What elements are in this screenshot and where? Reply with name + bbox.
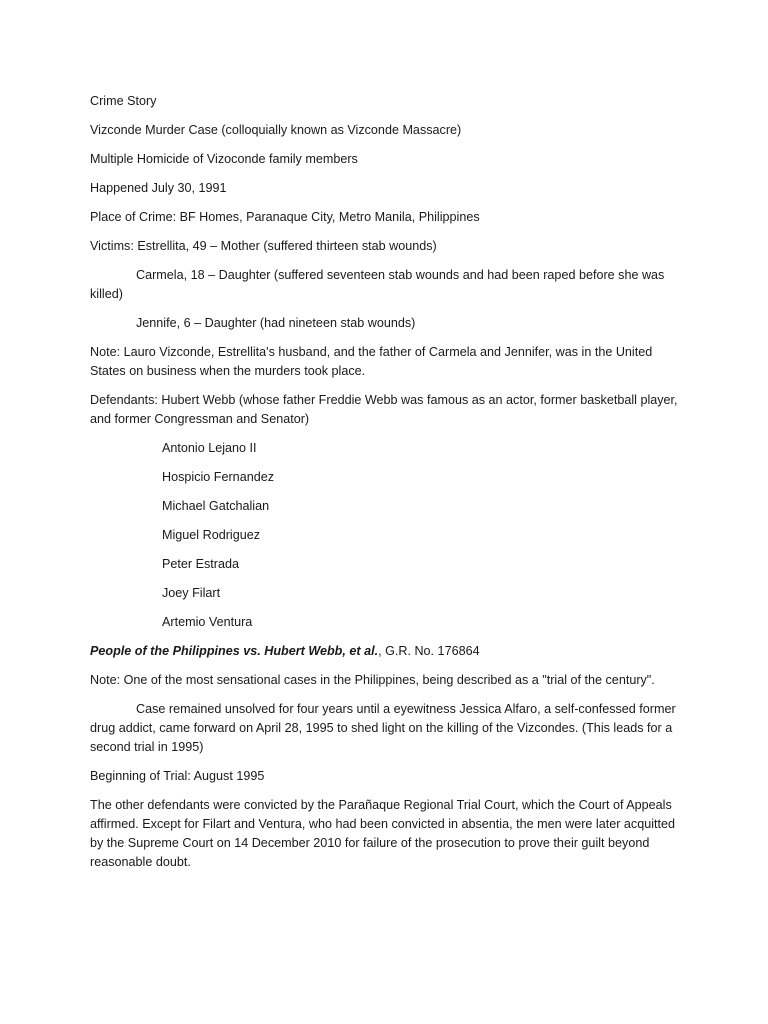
defendant-item: Miguel Rodriguez [162, 528, 261, 542]
victim-item: Jennife, 6 – Daughter (had nineteen stab wounds) [136, 316, 416, 330]
unsolved-paragraph: Case remained unsolved for four years until a eyewitness Jessica Alfaro, a self-confessed former drug addict, came forward on April 28, 1995 to shed light on the killing of the Vizcondes. (This leads for a second trial in 1995) [90, 702, 676, 754]
defendant-item: Peter Estrada [162, 557, 240, 571]
document-body [90, 92, 682, 882]
case-description: Multiple Homicide of Vizoconde family members [90, 152, 358, 166]
conclusion-paragraph: The other defendants were convicted by the Parañaque Regional Trial Court, which the Court of Appeals affirmed. Except for Filart and Ventura, who had been convicted in absentia, the men were later acquitted by the Supreme Court on 14 December 2010 for failure of the prosecution to prove their guilt beyond reasonable doubt. [90, 798, 676, 869]
case-name: Vizconde Murder Case (colloquially known as Vizconde Massacre) [90, 123, 462, 137]
date-line: Happened July 30, 1991 [90, 181, 227, 195]
defendant-item: Artemio Ventura [162, 615, 253, 629]
defendant-item: Michael Gatchalian [162, 499, 270, 513]
victim-item: Victims: Estrellita, 49 – Mother (suffered thirteen stab wounds) [90, 239, 437, 253]
trial-start: Beginning of Trial: August 1995 [90, 769, 265, 783]
defendant-item: Hospicio Fernandez [162, 470, 275, 484]
defendants-intro: Defendants: Hubert Webb (whose father Freddie Webb was famous as an actor, former basketball player, and former Congressman and Senator) [90, 393, 678, 426]
note-husband: Note: Lauro Vizconde, Estrellita's husband, and the father of Carmela and Jennifer, was in the United States on business when the murders took place. [90, 345, 653, 378]
case-number: , G.R. No. 176864 [378, 644, 480, 658]
document-heading: Crime Story [90, 94, 157, 108]
victim-item: Carmela, 18 – Daughter (suffered seventeen stab wounds and had been raped before she was killed) [90, 268, 665, 301]
defendant-item: Joey Filart [162, 586, 221, 600]
case-title: People of the Philippines vs. Hubert Webb, et al. [90, 644, 379, 658]
place-line: Place of Crime: BF Homes, Paranaque City, Metro Manila, Philippines [90, 210, 480, 224]
case-citation [90, 642, 682, 661]
note-sensational: Note: One of the most sensational cases in the Philippines, being described as a "trial of the century". [90, 673, 655, 687]
defendant-item: Antonio Lejano II [162, 441, 257, 455]
